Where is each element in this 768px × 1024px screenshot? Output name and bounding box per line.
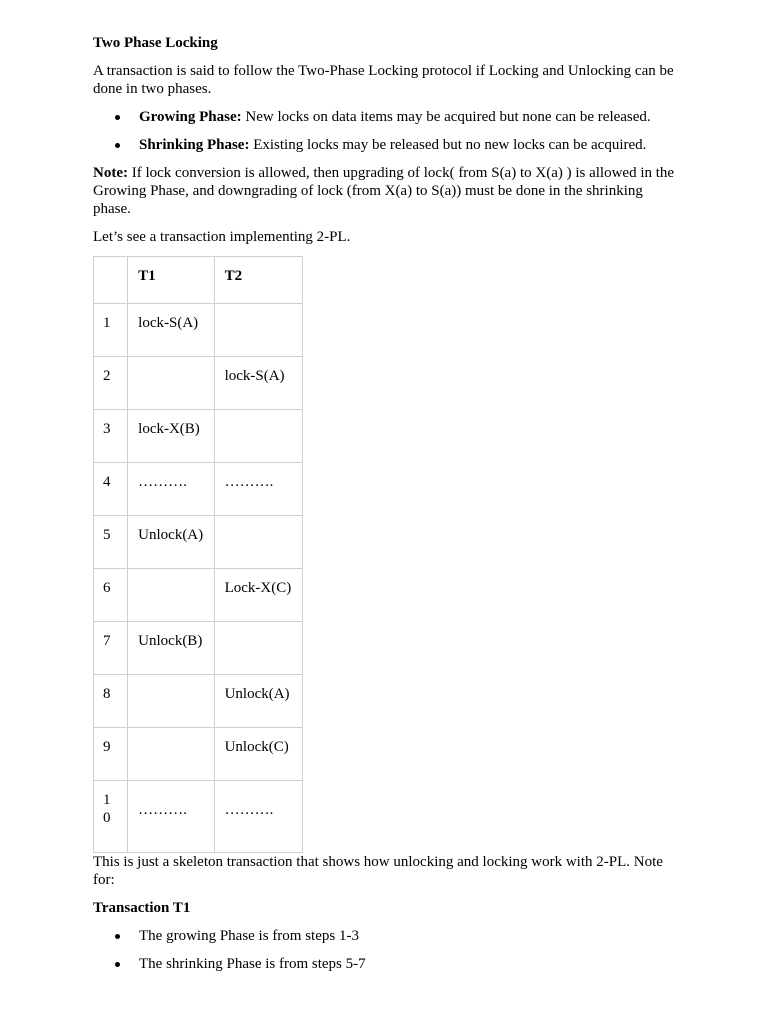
table-row [94,516,303,569]
t2-cell [214,622,302,675]
table-row [94,675,303,728]
bullet-icon [115,115,120,120]
phase-text: Existing locks may be released but no new locks can be acquired. [249,137,647,153]
t1-cell [128,675,214,728]
step-cell: 7 [94,622,128,675]
step-cell: 4 [94,463,128,516]
step-cell: 10 [94,781,128,853]
step-cell: 3 [94,410,128,463]
step-cell: 1 [94,304,128,357]
list-item: The shrinking Phase is from steps 5-7 [93,955,683,973]
page-title: Two Phase Locking [93,35,218,51]
list-item-growing-phase [93,108,683,126]
table-row [94,781,303,853]
note-text: If lock conversion is allowed, then upgrading of lock( from S(a) to X(a) ) is allowed in the Growing Phase, and downgrading of lock (from X(a) to S(a)) must be done in the shrinking phase. [93,165,675,217]
table-header-row [94,257,303,304]
t1-cell [128,569,214,622]
t2-cell: ………. [214,781,302,853]
bullet-icon [115,962,120,967]
table-row [94,728,303,781]
t2-cell: ………. [214,463,302,516]
note-label: Note: [93,165,128,181]
step-cell: 2 [94,357,128,410]
skeleton-paragraph: This is just a skeleton transaction that shows how unlocking and locking work with 2-PL. Note for: [93,854,663,888]
t1-cell: lock-X(B) [128,410,214,463]
t2-cell: Lock-X(C) [214,569,302,622]
table-row [94,357,303,410]
section-heading-t1: Transaction T1 [93,900,191,916]
t2-cell [214,410,302,463]
t2-cell: lock-S(A) [214,357,302,410]
step-cell: 9 [94,728,128,781]
step-cell: 8 [94,675,128,728]
t2-cell: Unlock(A) [214,675,302,728]
t1-cell: lock-S(A) [128,304,214,357]
list-item: The growing Phase is from steps 1-3 [93,927,683,945]
t1-cell: ………. [128,463,214,516]
t1-phase-list [93,927,683,973]
header-cell-t2: T2 [214,257,302,304]
t1-cell [128,728,214,781]
t1-cell: Unlock(A) [128,516,214,569]
t1-cell [128,357,214,410]
example-intro: Let’s see a transaction implementing 2-PL. [93,229,351,245]
t2-cell [214,304,302,357]
intro-paragraph: A transaction is said to follow the Two-Phase Locking protocol if Locking and Unlocking can be done in two phases. [93,63,674,97]
header-cell-step [94,257,128,304]
header-cell-t1: T1 [128,257,214,304]
t1-cell: Unlock(B) [128,622,214,675]
t1-cell: ………. [128,781,214,853]
table-row [94,410,303,463]
bullet-icon [115,143,120,148]
phase-label: Growing Phase: [139,109,242,125]
phase-label: Shrinking Phase: [139,137,250,153]
table-row [94,304,303,357]
table-row [94,463,303,516]
t2-cell [214,516,302,569]
transaction-table [93,256,303,853]
bullet-icon [115,934,120,939]
phase-list [93,108,683,154]
step-cell: 5 [94,516,128,569]
phase-text: New locks on data items may be acquired but none can be released. [241,109,651,125]
table-row [94,569,303,622]
document-page [93,34,683,983]
t2-cell: Unlock(C) [214,728,302,781]
list-item-shrinking-phase [93,136,683,154]
table-row [94,622,303,675]
step-cell: 6 [94,569,128,622]
note-paragraph [93,164,683,218]
